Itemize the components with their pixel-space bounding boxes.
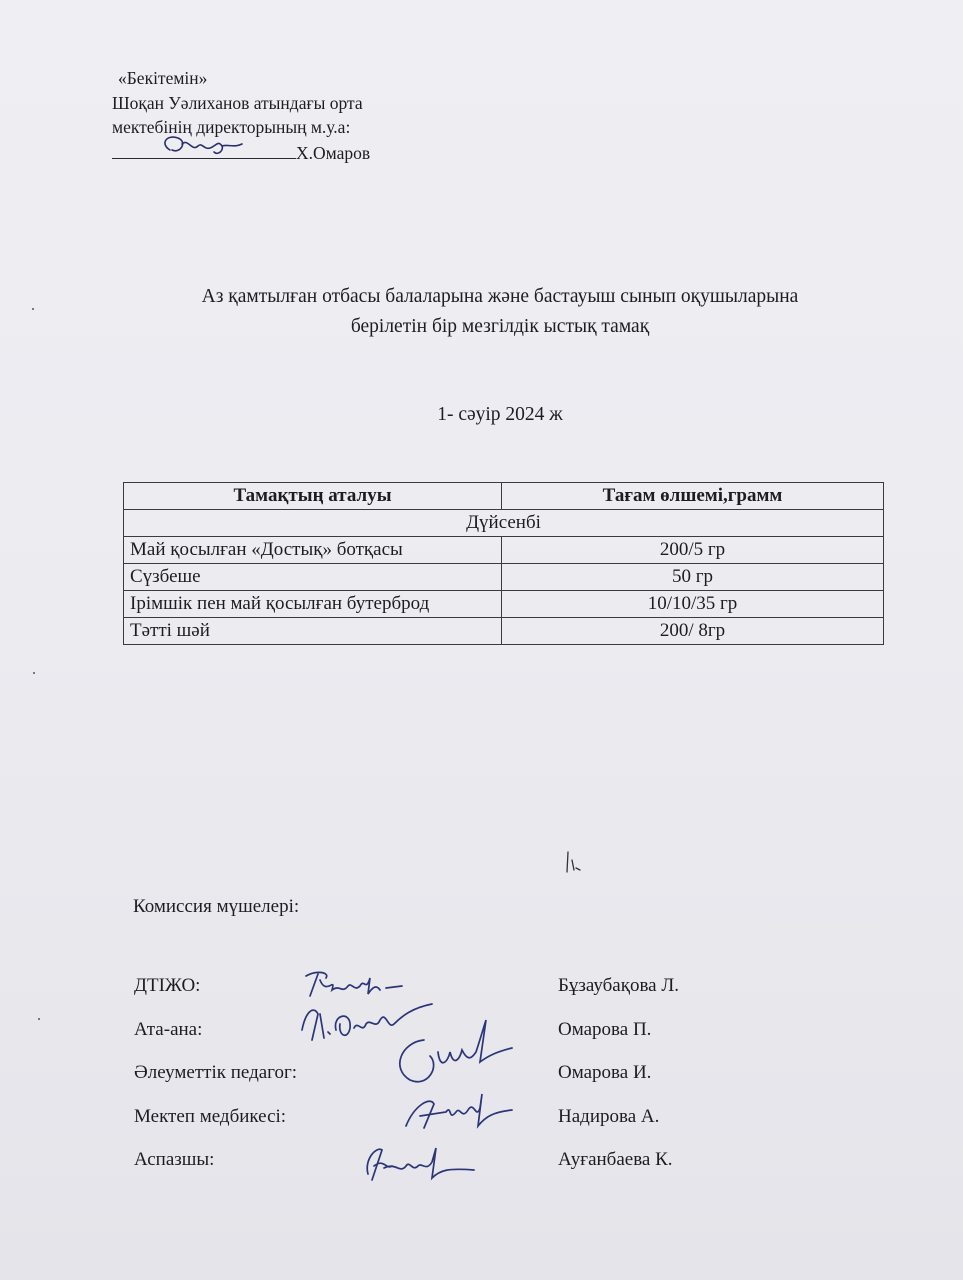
member-role: Ата-ана: — [134, 1018, 203, 1040]
document-title — [100, 282, 900, 342]
approval-stamp: «Бекітемін» — [118, 68, 208, 88]
member-name: Ауғанбаева К. — [558, 1149, 673, 1170]
member-name: Омарова П. — [558, 1018, 652, 1040]
amount-cell: 10/10/35 гр — [502, 591, 884, 618]
member-name: Бұзаубақова Л. — [558, 975, 680, 996]
member-row — [134, 1106, 754, 1150]
school-name-line: Шоқан Уәлиханов атындағы орта — [112, 92, 363, 113]
dish-cell: Сүзбеше — [124, 564, 502, 591]
table-row — [124, 537, 884, 564]
member-role: Әлеуметтік педагог: — [134, 1062, 298, 1083]
director-title-line: мектебінің директорының м.у.а: — [112, 117, 351, 137]
member-row — [134, 1062, 754, 1106]
member-role: ДТІЖО: — [134, 975, 201, 996]
stray-pen-mark — [562, 846, 586, 876]
table-row — [124, 591, 884, 618]
table-row — [124, 564, 884, 591]
member-name: Надирова А. — [558, 1105, 660, 1127]
scan-speck — [33, 672, 35, 674]
document-date: 1- сәуір 2024 ж — [437, 404, 563, 425]
dish-cell: Тәтті шәй — [124, 618, 502, 645]
member-row — [134, 1149, 754, 1193]
scan-speck — [38, 1018, 40, 1020]
commission-members — [134, 975, 754, 1193]
director-signature-row — [112, 140, 370, 166]
amount-cell: 50 гр — [502, 564, 884, 591]
menu-table — [123, 482, 884, 645]
table-row — [124, 618, 884, 645]
amount-cell: 200/ 8гр — [502, 618, 884, 645]
signature-line — [112, 140, 296, 159]
member-row — [134, 975, 754, 1019]
table-header-row — [124, 483, 884, 510]
dish-cell: Ірімшік пен май қосылған бутерброд — [124, 591, 502, 618]
member-row — [134, 1019, 754, 1063]
day-row — [124, 510, 884, 537]
header-dish: Тамақтың аталуы — [124, 483, 502, 510]
approval-block — [112, 66, 370, 165]
member-name: Омарова И. — [558, 1062, 652, 1083]
dish-cell: Май қосылған «Достық» ботқасы — [124, 537, 502, 564]
director-name: Х.Омаров — [296, 142, 371, 163]
member-role: Мектеп медбикесі: — [134, 1105, 287, 1127]
title-line-1: Аз қамтылған отбасы балаларына және бастауыш сынып оқушыларына — [201, 286, 799, 307]
day-label: Дүйсенбі — [124, 510, 884, 537]
scan-speck — [32, 308, 34, 310]
amount-cell: 200/5 гр — [502, 537, 884, 564]
header-amount: Тағам өлшемі,грамм — [502, 483, 884, 510]
commission-title: Комиссия мүшелері: — [133, 896, 300, 917]
member-role: Аспазшы: — [134, 1149, 215, 1170]
title-line-2: берілетін бір мезгілдік ыстық тамақ — [350, 316, 650, 337]
